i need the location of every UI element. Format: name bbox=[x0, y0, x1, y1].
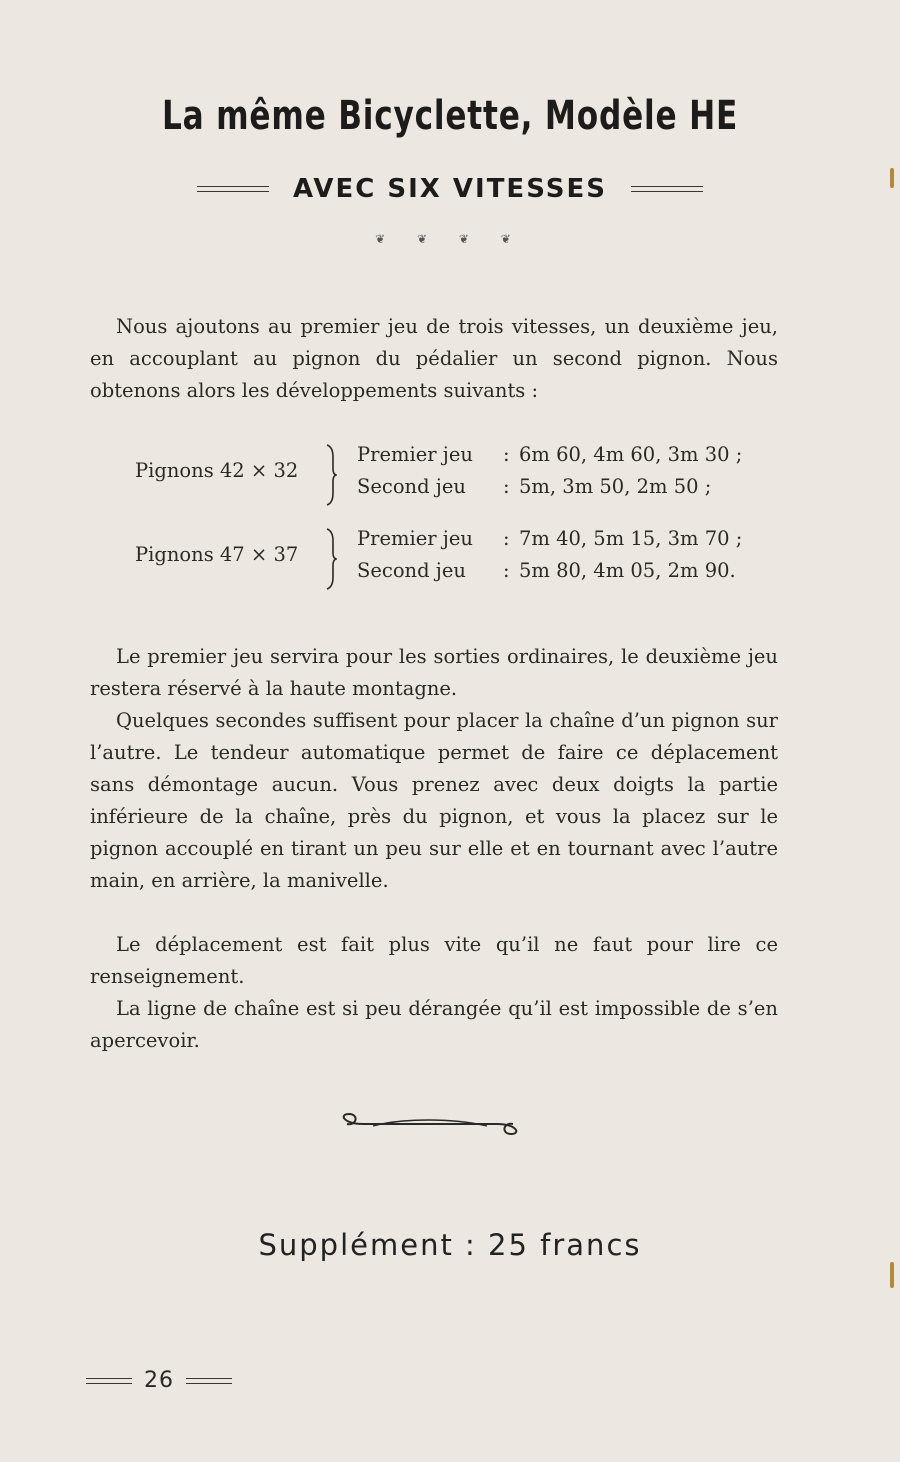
intro-paragraph: Nous ajoutons au premier jeu de trois vitesses, un deuxième jeu, en accouplant au pignon du pédalier un second pignon. Nous obtenons alors les développements suivants : bbox=[90, 315, 778, 402]
gear-label: Pignons 42 × 32 bbox=[135, 459, 299, 482]
fleuron-ornament: ❦ ❦ ❦ ❦ bbox=[375, 232, 525, 246]
gear-line: Premier jeu : 6m 60, 4m 60, 3m 30 ; bbox=[357, 443, 743, 466]
double-rule-right bbox=[631, 186, 703, 192]
development-values: 5m, 3m 50, 2m 50 ; bbox=[519, 475, 712, 498]
jeu-label: Second jeu bbox=[357, 475, 466, 498]
gear-line: Second jeu : 5m, 3m 50, 2m 50 ; bbox=[357, 475, 712, 498]
development-values: 5m 80, 4m 05, 2m 90. bbox=[519, 559, 736, 582]
double-rule-left bbox=[197, 186, 269, 192]
brace-icon bbox=[323, 443, 337, 507]
development-values: 6m 60, 4m 60, 3m 30 ; bbox=[519, 443, 743, 466]
jeu-label: Premier jeu bbox=[357, 527, 473, 550]
brace-icon bbox=[323, 527, 337, 591]
page-folio bbox=[86, 1368, 232, 1393]
scroll-ornament-icon bbox=[333, 1108, 527, 1140]
page-title: La même Bicyclette, Modèle HE bbox=[161, 93, 739, 139]
body-paragraph: La ligne de chaîne est si peu dérangée qu’il est impossible de s’en apercevoir. bbox=[90, 997, 778, 1052]
subtitle: AVEC SIX VITESSES bbox=[293, 174, 607, 204]
gear-line: Second jeu : 5m 80, 4m 05, 2m 90. bbox=[357, 559, 736, 582]
body-paragraph: Le déplacement est fait plus vite qu’il ne faut pour lire ce renseignement. bbox=[90, 933, 778, 988]
development-values: 7m 40, 5m 15, 3m 70 ; bbox=[519, 527, 743, 550]
gear-table-row-2 bbox=[0, 527, 900, 591]
gear-table-row-1 bbox=[0, 443, 900, 507]
subtitle-row bbox=[0, 174, 900, 204]
jeu-label: Second jeu bbox=[357, 559, 466, 582]
gear-line: Premier jeu : 7m 40, 5m 15, 3m 70 ; bbox=[357, 527, 743, 550]
double-rule-right bbox=[186, 1378, 232, 1384]
body-paragraph: Le premier jeu servira pour les sorties ordinaires, le deuxième jeu restera réservé à la haute montagne. bbox=[90, 645, 778, 700]
double-rule-left bbox=[86, 1378, 132, 1384]
jeu-label: Premier jeu bbox=[357, 443, 473, 466]
page-number: 26 bbox=[144, 1368, 174, 1393]
supplement-price: Supplément : 25 francs bbox=[258, 1228, 642, 1262]
gear-label: Pignons 47 × 37 bbox=[135, 543, 299, 566]
page-edge-stain bbox=[890, 1262, 894, 1288]
body-paragraph: Quelques secondes suffisent pour placer la chaîne d’un pignon sur l’autre. Le tendeur automatique permet de faire ce déplacement sans démontage aucun. Vous prenez avec deux doigts la partie inférieure de la chaîne, près du pignon, et vous la placez sur le pignon accouplé en tirant un peu sur elle et en tournant avec l’autre main, en arrière, la manivelle. bbox=[90, 709, 778, 892]
